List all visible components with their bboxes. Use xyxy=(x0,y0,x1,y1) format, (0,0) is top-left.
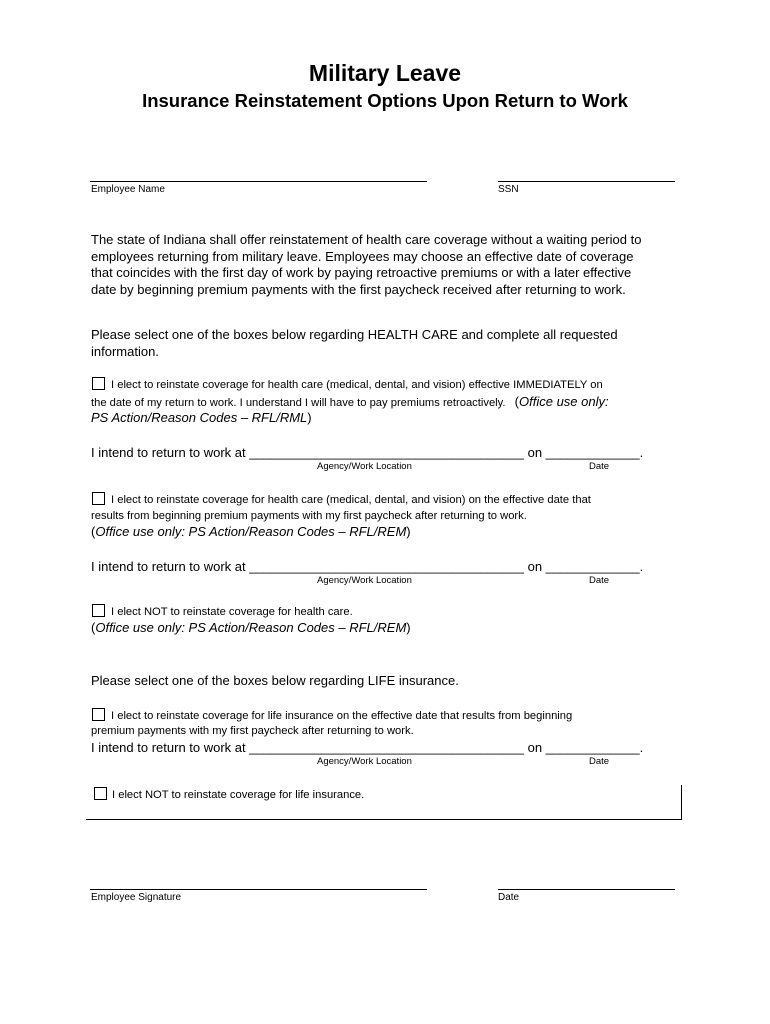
agency-caption-3: Agency/Work Location xyxy=(317,756,412,767)
signature-date-line[interactable] xyxy=(498,889,675,890)
office-paren-close: ) xyxy=(406,524,411,539)
health-later-checkbox[interactable] xyxy=(92,492,105,505)
intend-return-1[interactable]: I intend to return to work at ______________________________________ on _____________. xyxy=(91,445,644,460)
life-reinstate-checkbox[interactable] xyxy=(92,708,105,721)
office-codes: Office use only: PS Action/Reason Codes – RFL/REM xyxy=(95,524,407,539)
health-later-line2: results from beginning premium payments with my first paycheck after returning to work. xyxy=(91,510,527,522)
life-not-checkbox[interactable] xyxy=(94,787,107,800)
health-immediate-text: the date of my return to work. I understand I will have to pay premiums retroactively. xyxy=(91,397,506,409)
life-reinstate-line2: premium payments with my first paycheck after returning to work. xyxy=(91,725,414,737)
section-right-edge xyxy=(681,785,682,820)
signature-line[interactable] xyxy=(90,889,427,890)
office-codes: PS Action/Reason Codes – RFL/RML xyxy=(91,410,308,425)
health-immediate-line1: I elect to reinstate coverage for health care (medical, dental, and vision) effective IMMEDIATELY on xyxy=(111,379,603,391)
page-subtitle: Insurance Reinstatement Options Upon Return to Work xyxy=(142,90,628,111)
intro-line: that coincides with the first day of work by paying retroactive premiums or with a later effective xyxy=(91,265,632,280)
health-not-checkbox[interactable] xyxy=(92,604,105,617)
intro-line: employees returning from military leave. Employees may choose an effective date of coverage xyxy=(91,248,634,264)
agency-caption-2: Agency/Work Location xyxy=(317,575,412,586)
office-paren-close: ) xyxy=(307,410,312,425)
health-immediate-office-codes xyxy=(91,410,312,425)
life-reinstate-line1: I elect to reinstate coverage for life insurance on the effective date that results from beginning xyxy=(111,710,573,722)
signature-date-label: Date xyxy=(498,892,520,903)
health-immediate-line2 xyxy=(91,394,609,412)
office-use-label: Office use only: xyxy=(519,394,609,409)
intro-line: date by beginning premium payments with the first paycheck received after returning to work. xyxy=(91,281,626,297)
office-paren-open: ( xyxy=(514,394,519,409)
life-not-line1: I elect NOT to reinstate coverage for life insurance. xyxy=(112,789,365,801)
employee-name-line[interactable] xyxy=(90,181,427,182)
date-caption-3: Date xyxy=(589,756,610,767)
page-title: Military Leave xyxy=(308,60,462,86)
agency-caption-1: Agency/Work Location xyxy=(317,461,412,472)
section-divider xyxy=(86,819,682,820)
health-not-line1: I elect NOT to reinstate coverage for health care. xyxy=(111,606,353,618)
office-codes: Office use only: PS Action/Reason Codes – RFL/REM xyxy=(95,620,407,635)
office-paren-open: ( xyxy=(91,620,96,635)
employee-name-label: Employee Name xyxy=(91,184,165,195)
signature-label: Employee Signature xyxy=(91,892,182,903)
health-not-office-codes xyxy=(91,620,411,635)
health-prompt xyxy=(91,327,618,360)
date-caption-1: Date xyxy=(589,461,610,472)
intro-line: The state of Indiana shall offer reinstatement of health care coverage without a waiting period to xyxy=(91,232,642,247)
date-caption-2: Date xyxy=(589,575,610,586)
intro-paragraph xyxy=(91,232,641,298)
intend-return-3[interactable]: I intend to return to work at ______________________________________ on _____________. xyxy=(91,740,644,755)
health-prompt-line: Please select one of the boxes below regarding HEALTH CARE and complete all requested xyxy=(91,327,618,342)
health-later-line1: I elect to reinstate coverage for health care (medical, dental, and vision) on the effective date that xyxy=(111,494,591,506)
health-later-office-codes xyxy=(91,524,411,539)
ssn-line[interactable] xyxy=(498,181,675,182)
ssn-label: SSN xyxy=(498,184,519,195)
office-paren-close: ) xyxy=(406,620,411,635)
health-immediate-checkbox[interactable] xyxy=(92,377,105,390)
intend-return-2[interactable]: I intend to return to work at ______________________________________ on _____________. xyxy=(91,559,644,574)
health-prompt-line: information. xyxy=(91,343,159,359)
life-prompt: Please select one of the boxes below regarding LIFE insurance. xyxy=(91,673,459,688)
office-paren-open: ( xyxy=(91,524,96,539)
